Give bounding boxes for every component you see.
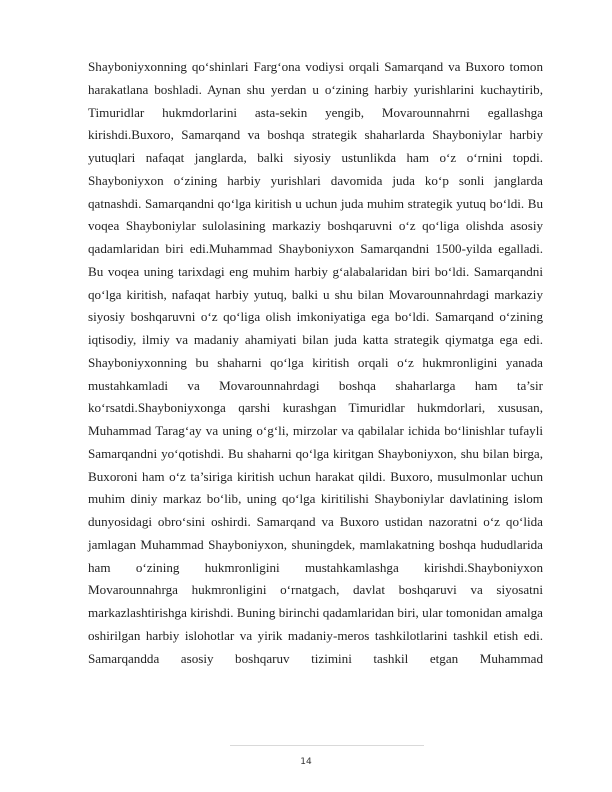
footer-divider [230,745,424,746]
body-paragraph: Shayboniyxonning qo‘shinlari Farg‘ona vodiysi orqali Samarqand va Buxoro tomon harakatlana boshladi. Aynan shu yerdan u o‘zining harbiy yurishlarini kuchaytirib, Timuridlar hukmdorlarini asta-sekin yengib, Movarounnahrni egallashga kirishdi.Buxoro, Samarqand va boshqa strategik shaharlarda Shayboniylar harbiy yutuqlari nafaqat janglarda, balki siyosiy ustunlikda ham o‘z o‘rnini topdi. Shayboniyxon o‘zining harbiy yurishlari davomida juda ko‘p sonli janglarda qatnashdi. Samarqandni qo‘lga kiritish u uchun juda muhim strategik yutuq bo‘ldi. Bu voqea Shayboniylar sulolasining markaziy boshqaruvni o‘z qo‘liga olishda asosiy qadamlaridan biri edi.Muhammad Shayboniyxon Samarqandni 1500-yilda egalladi. Bu voqea uning tarixdagi eng muhim harbiy g‘alabalaridan biri bo‘ldi. Samarqandni qo‘lga kiritish, nafaqat harbiy yutuq, balki u shu bilan Movarounnahrdagi markaziy siyosiy boshqaruvni o‘z qo‘liga olish imkoniyatiga ega bo‘ldi. Samarqand o‘zining iqtisodiy, ilmiy va madaniy ahamiyati bilan juda katta strategik qiymatga ega edi. Shayboniyxonning bu shaharni qo‘lga kiritish orqali o‘z hukmronligini yanada mustahkamladi va Movarounnahrdagi boshqa shaharlarga ham ta’sir ko‘rsatdi.Shayboniyxonga qarshi kurashgan Timuridlar hukmdorlari, xususan, Muhammad Tarag‘ay va uning o‘g‘li, mirzolar va qabilalar ichida bo‘linishlar tufayli Samarqandni yo‘qotishdi. Bu shaharni qo‘lga kiritgan Shayboniyxon, shu bilan birga, Buxoroni ham o‘z ta’siriga kiritish uchun harakat qildi. Buxoro, musulmonlar uchun muhim diniy markaz bo‘lib, uning qo‘lga kiritilishi Shayboniylar davlatining islom dunyosidagi obro‘sini oshirdi. Samarqand va Buxoro ustidan nazoratni o‘z qo‘lida jamlagan Muhammad Shayboniyxon, shuningdek, mamlakatning boshqa hududlarida ham o‘zining hukmronligini mustahkamlashga kirishdi.Shayboniyxon Movarounnahrga hukmronligini o‘rnatgach, davlat boshqaruvi va siyosatni markazlashtirishga kirishdi. Buning birinchi qadamlaridan biri, ular tomonidan amalga oshirilgan harbiy islohotlar va yirik madaniy-meros tashkilotlarini tashkil etish edi. Samarqandda asosiy boshqaruv tizimini tashkil etgan Muhammad [88,59,543,666]
page-number: 14 [300,757,312,767]
